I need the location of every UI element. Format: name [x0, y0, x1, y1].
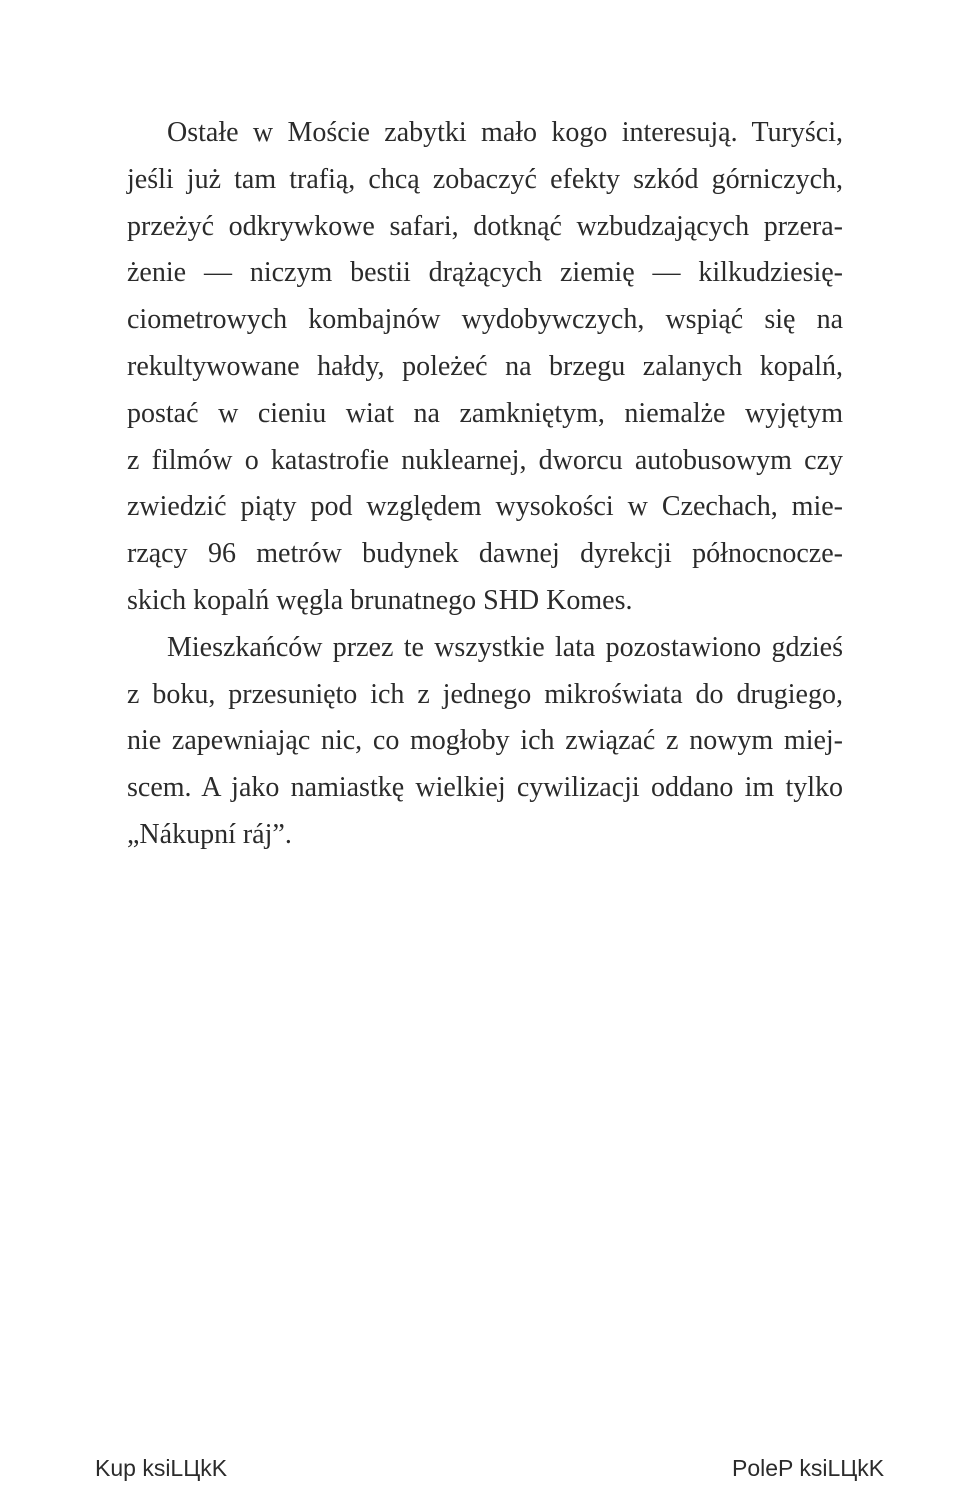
- text-line: scem. A jako namiastkę wielkiej cywilizacji oddano im tylko: [127, 772, 843, 804]
- text-line: skich kopalń węgla brunatnego SHD Komes.: [127, 584, 633, 616]
- text-line: przeżyć odkrywkowe safari, dotknąć wzbudzających przera-: [127, 210, 843, 242]
- text-line: żenie — niczym bestii drążących ziemię — kilkudziesię-: [127, 257, 843, 289]
- text-line: rzący 96 metrów budynek dawnej dyrekcji północnocze-: [127, 538, 843, 570]
- text-line: z filmów o katastrofie nuklearnej, dworcu autobusowym czy: [127, 444, 843, 476]
- text-line: Mieszkańców przez te wszystkie lata pozostawiono gdzieś: [167, 631, 843, 663]
- text-line: ciometrowych kombajnów wydobywczych, wspiąć się na: [127, 304, 843, 336]
- text-line: jeśli już tam trafią, chcą zobaczyć efekty szkód górniczych,: [127, 163, 843, 195]
- buy-book-link[interactable]: Kup ksiLЦkK: [95, 1455, 228, 1481]
- text-line: z boku, przesunięto ich z jednego mikroświata do drugiego,: [127, 678, 843, 710]
- paragraph-1: [127, 110, 843, 625]
- text-line: postać w cieniu wiat na zamkniętym, niemalże wyjętym: [127, 397, 843, 429]
- paragraph-2: [127, 625, 843, 859]
- recommend-book-link[interactable]: PoleP ksiLЦkK: [732, 1455, 885, 1481]
- text-line: „Nákupní ráj”.: [127, 818, 292, 850]
- text-line: zwiedzić piąty pod względem wysokości w Czechach, mie-: [127, 491, 843, 523]
- text-line: nie zapewniając nic, co mogłoby ich związać z nowym miej-: [127, 725, 843, 757]
- text-line: rekultywowane hałdy, poleżeć na brzegu zalanych kopalń,: [127, 350, 843, 382]
- page-body: [127, 110, 843, 859]
- text-line: Ostałe w Moście zabytki mało kogo interesują. Turyści,: [167, 117, 843, 148]
